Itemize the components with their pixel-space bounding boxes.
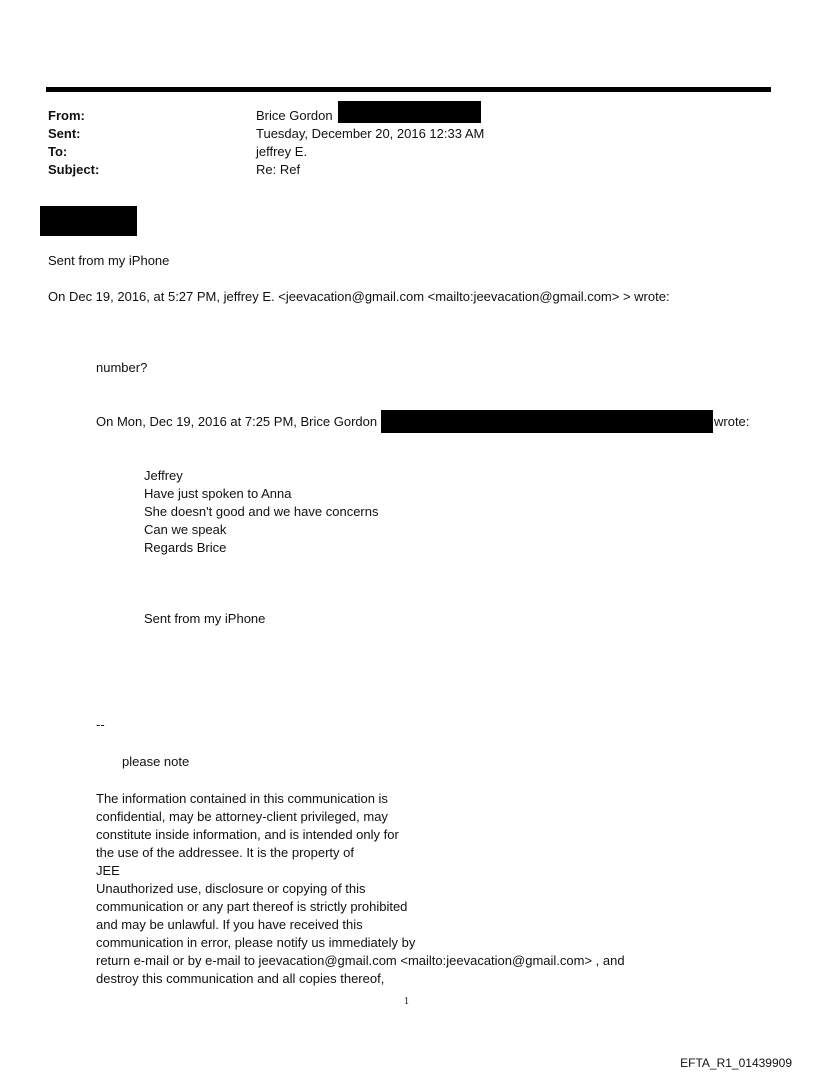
disclaimer-line: destroy this communication and all copies thereof, [96,971,385,986]
header-rule [46,87,771,92]
quote2-line: Regards Brice [144,540,227,555]
subject-label: Subject: [48,162,100,177]
please-note: please note [122,754,190,769]
disclaimer-line: the use of the addressee. It is the property of [96,845,354,860]
disclaimer-line: Unauthorized use, disclosure or copying of this [96,881,366,896]
disclaimer-line: JEE [96,863,120,878]
page-number: 1 [404,996,409,1007]
disclaimer-line: constitute inside information, and is intended only for [96,827,399,842]
disclaimer-line: The information contained in this communication is [96,791,388,806]
subject-value: Re: Ref [256,162,301,177]
redaction-quote2-email [381,410,713,433]
to-value: jeffrey E. [256,144,308,159]
disclaimer [96,790,625,988]
to-label: To: [48,144,68,159]
quote2-header-suffix: wrote: [714,414,750,429]
disclaimer-line: and may be unlawful. If you have received this [96,917,363,932]
quote2-header-prefix: On Mon, Dec 19, 2016 at 7:25 PM, Brice Gordon [96,414,378,429]
from-value: Brice Gordon [256,108,333,123]
quote1-header: On Dec 19, 2016, at 5:27 PM, jeffrey E. <jeevacation@gmail.com <mailto:jeevacation@gmail.com> > wrote: [48,289,670,304]
quote2-line: Have just spoken to Anna [144,486,292,501]
disclaimer-line: communication in error, please notify us immediately by [96,935,416,950]
from-label: From: [48,108,85,123]
sent-label: Sent: [48,126,81,141]
redaction-from-email [338,101,481,123]
signature-separator: -- [96,717,105,732]
sent-from-line: Sent from my iPhone [48,253,170,268]
disclaimer-line: communication or any part thereof is strictly prohibited [96,899,408,914]
document-id: EFTA_R1_01439909 [680,1056,792,1070]
quote2-body [144,467,378,557]
quote2-sent-from: Sent from my iPhone [144,611,266,626]
quote1-text: number? [96,360,148,375]
disclaimer-line: return e-mail or by e-mail to jeevacation@gmail.com <mailto:jeevacation@gmail.com> , and [96,953,625,968]
sent-value: Tuesday, December 20, 2016 12:33 AM [256,126,485,141]
quote2-line: Jeffrey [144,468,183,483]
disclaimer-line: confidential, may be attorney-client privileged, may [96,809,388,824]
redaction-body-top [40,206,137,236]
quote2-line: She doesn't good and we have concerns [144,504,379,519]
quote2-line: Can we speak [144,522,227,537]
